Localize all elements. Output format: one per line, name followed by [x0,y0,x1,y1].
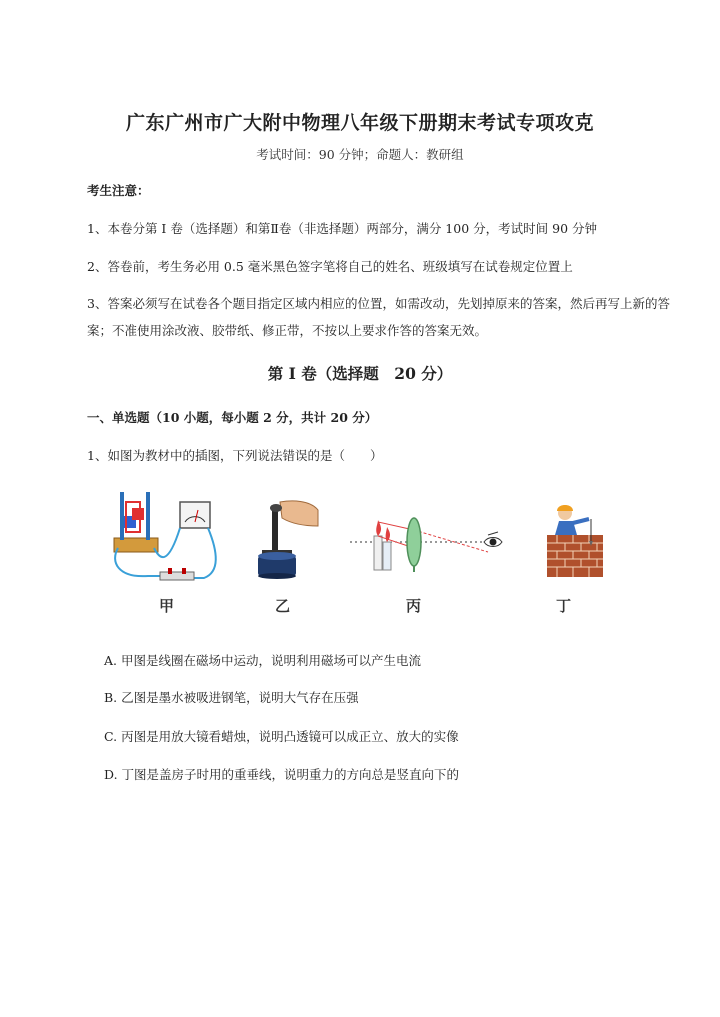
figure-jia-coil-galvanometer [108,482,228,588]
figure-bing-lens-candle [348,508,518,578]
page-title: 广东广州市广大附中物理八年级下册期末考试专项攻克 [125,112,594,134]
figure-label-ding: 丁 [556,597,572,615]
figure-label-yi: 乙 [275,597,291,615]
option-b[interactable]: B. 乙图是墨水被吸进钢笔，说明大气存在压强 [104,690,359,705]
notice-item-1: 1、本卷分第 I 卷（选择题）和第Ⅱ卷（非选择题）两部分，满分 100 分，考试时间 90 分钟 [87,221,597,236]
section-title: 第 I 卷（选择题 20 分） [267,364,453,383]
notice-item-2: 2、答卷前，考生务必用 0.5 毫米黑色签字笔将自己的姓名、班级填写在试卷规定位置上 [87,259,573,274]
figure-ding-plumb-line [543,501,609,579]
part-heading: 一、单选题（10 小题，每小题 2 分，共计 20 分） [87,410,378,425]
question-stem: 1、如图为教材中的插图，下列说法错误的是（ ） [87,448,383,463]
option-c[interactable]: C. 丙图是用放大镜看蜡烛，说明凸透镜可以成正立、放大的实像 [104,729,459,744]
figure-label-jia: 甲 [159,597,175,615]
option-d[interactable]: D. 丁图是盖房子时用的重垂线，说明重力的方向总是竖直向下的 [104,767,460,782]
figure-yi-ink-pen [252,496,322,580]
option-a[interactable]: A. 甲图是线圈在磁场中运动，说明利用磁场可以产生电流 [104,653,421,668]
figure-label-bing: 丙 [406,597,422,615]
notice-item-3: 3、答案必须写在试卷各个题目指定区域内相应的位置，如需改动，先划掉原来的答案，然后再写上新的答案；不准使用涂改液、胶带纸、修正带，不按以上要求作答的答案无效。 [87,296,670,338]
exam-info: 考试时间：90 分钟；命题人：教研组 [256,147,464,162]
notice-heading: 考生注意： [87,183,150,198]
